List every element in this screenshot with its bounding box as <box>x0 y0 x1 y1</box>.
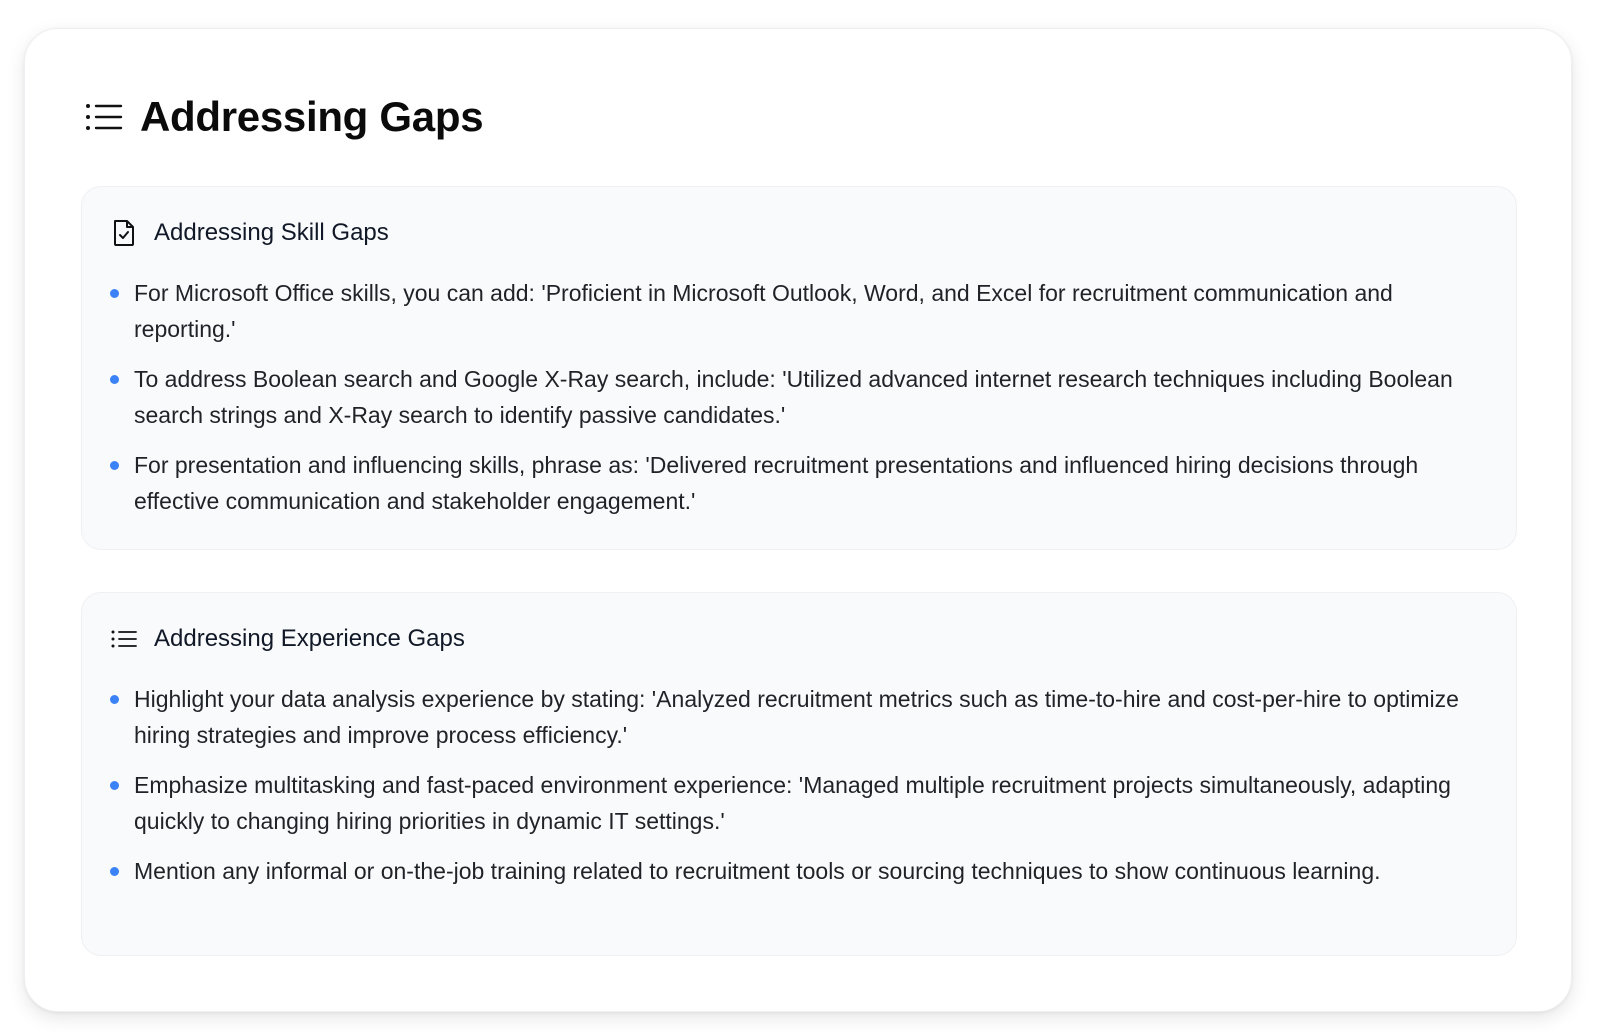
list-item <box>110 275 1488 347</box>
section-header <box>110 217 1488 249</box>
list-item-text: For Microsoft Office skills, you can add: 'Proficient in Microsoft Outlook, Word, and Excel for recruitment communication and reporting.' <box>134 280 1393 342</box>
list-item <box>110 767 1488 839</box>
bullet-dot-icon <box>110 461 119 470</box>
list-icon <box>110 625 138 653</box>
list-item <box>110 681 1488 753</box>
bullet-dot-icon <box>110 781 119 790</box>
list-item <box>110 853 1488 889</box>
bullet-dot-icon <box>110 289 119 298</box>
experience-gaps-list <box>110 681 1488 889</box>
list-item <box>110 447 1488 519</box>
section-header <box>110 623 1488 655</box>
list-item-text: Emphasize multitasking and fast-paced environment experience: 'Managed multiple recruitment projects simultaneously, adapting quickly to changing hiring priorities in dynamic IT settings.' <box>134 772 1451 834</box>
gaps-card <box>24 28 1572 1012</box>
page-title: Addressing Gaps <box>140 93 484 140</box>
page-header <box>85 93 483 141</box>
skill-gaps-list <box>110 275 1488 519</box>
list-item-text: For presentation and influencing skills, phrase as: 'Delivered recruitment presentations and influenced hiring decisions through effective communication and stakeholder engagement.' <box>134 452 1419 514</box>
section-title: Addressing Experience Gaps <box>154 625 465 652</box>
bullet-dot-icon <box>110 695 119 704</box>
list-item-text: Highlight your data analysis experience by stating: 'Analyzed recruitment metrics such as time-to-hire and cost-per-hire to optimize hiring strategies and improve process efficiency.' <box>134 686 1459 748</box>
list-item-text: To address Boolean search and Google X-Ray search, include: 'Utilized advanced internet research techniques including Boolean search strings and X-Ray search to identify passive candidates.' <box>134 366 1453 428</box>
list-item-text: Mention any informal or on-the-job training related to recruitment tools or sourcing techniques to show continuous learning. <box>134 858 1381 884</box>
bullet-dot-icon <box>110 375 119 384</box>
bullet-dot-icon <box>110 867 119 876</box>
skill-gaps-section <box>81 186 1517 550</box>
section-title: Addressing Skill Gaps <box>154 219 389 246</box>
document-check-icon <box>110 219 138 247</box>
list-item <box>110 361 1488 433</box>
list-icon <box>85 101 123 133</box>
experience-gaps-section <box>81 592 1517 956</box>
